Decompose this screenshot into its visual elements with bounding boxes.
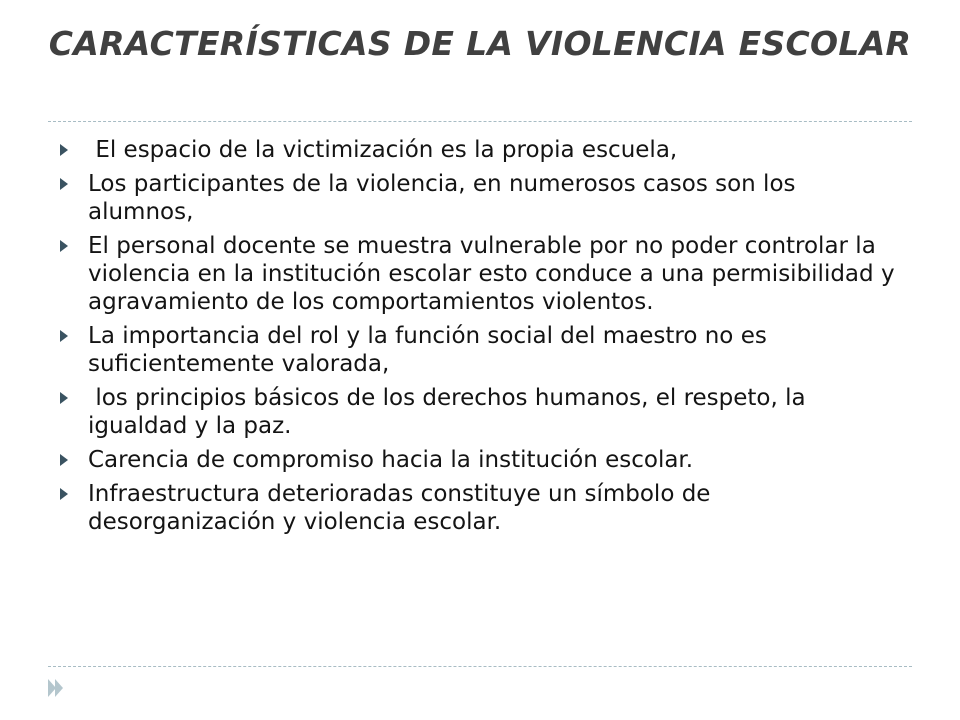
triangle-right-icon	[60, 178, 68, 190]
triangle-right-icon	[60, 454, 68, 466]
triangle-right-icon	[60, 488, 68, 500]
bullet-item	[60, 384, 900, 440]
bullet-text: La importancia del rol y la función social del maestro no es suficientemente valorada,	[88, 323, 767, 377]
triangle-right-icon	[60, 144, 68, 156]
bullet-text: Los participantes de la violencia, en numerosos casos son los alumnos,	[88, 171, 796, 225]
bullet-item	[60, 170, 900, 226]
bullet-text: El personal docente se muestra vulnerable por no poder controlar la violencia en la institución escolar esto conduce a una permisibilidad y agravamiento de los comportamientos violentos.	[88, 233, 895, 315]
triangle-right-icon	[60, 240, 68, 252]
bullet-text: Infraestructura deterioradas constituye un símbolo de desorganización y violencia escolar.	[88, 481, 711, 535]
title-divider	[48, 121, 912, 122]
triangle-right-icon	[60, 392, 68, 404]
footer-divider	[48, 666, 912, 667]
bullet-text: Carencia de compromiso hacia la institución escolar.	[88, 447, 694, 473]
bullet-text: El espacio de la victimización es la propia escuela,	[88, 137, 678, 163]
bullet-item	[60, 480, 900, 536]
bullet-text: los principios básicos de los derechos humanos, el respeto, la igualdad y la paz.	[88, 385, 813, 439]
bullet-item	[60, 136, 900, 164]
bullet-list	[60, 136, 900, 542]
slide-title: CARACTERÍSTICAS DE LA VIOLENCIA ESCOLAR	[48, 24, 912, 63]
bullet-item	[60, 322, 900, 378]
bullet-item	[60, 232, 900, 316]
triangle-right-icon	[60, 330, 68, 342]
double-chevron-right-icon	[46, 677, 66, 699]
bullet-item	[60, 446, 900, 474]
